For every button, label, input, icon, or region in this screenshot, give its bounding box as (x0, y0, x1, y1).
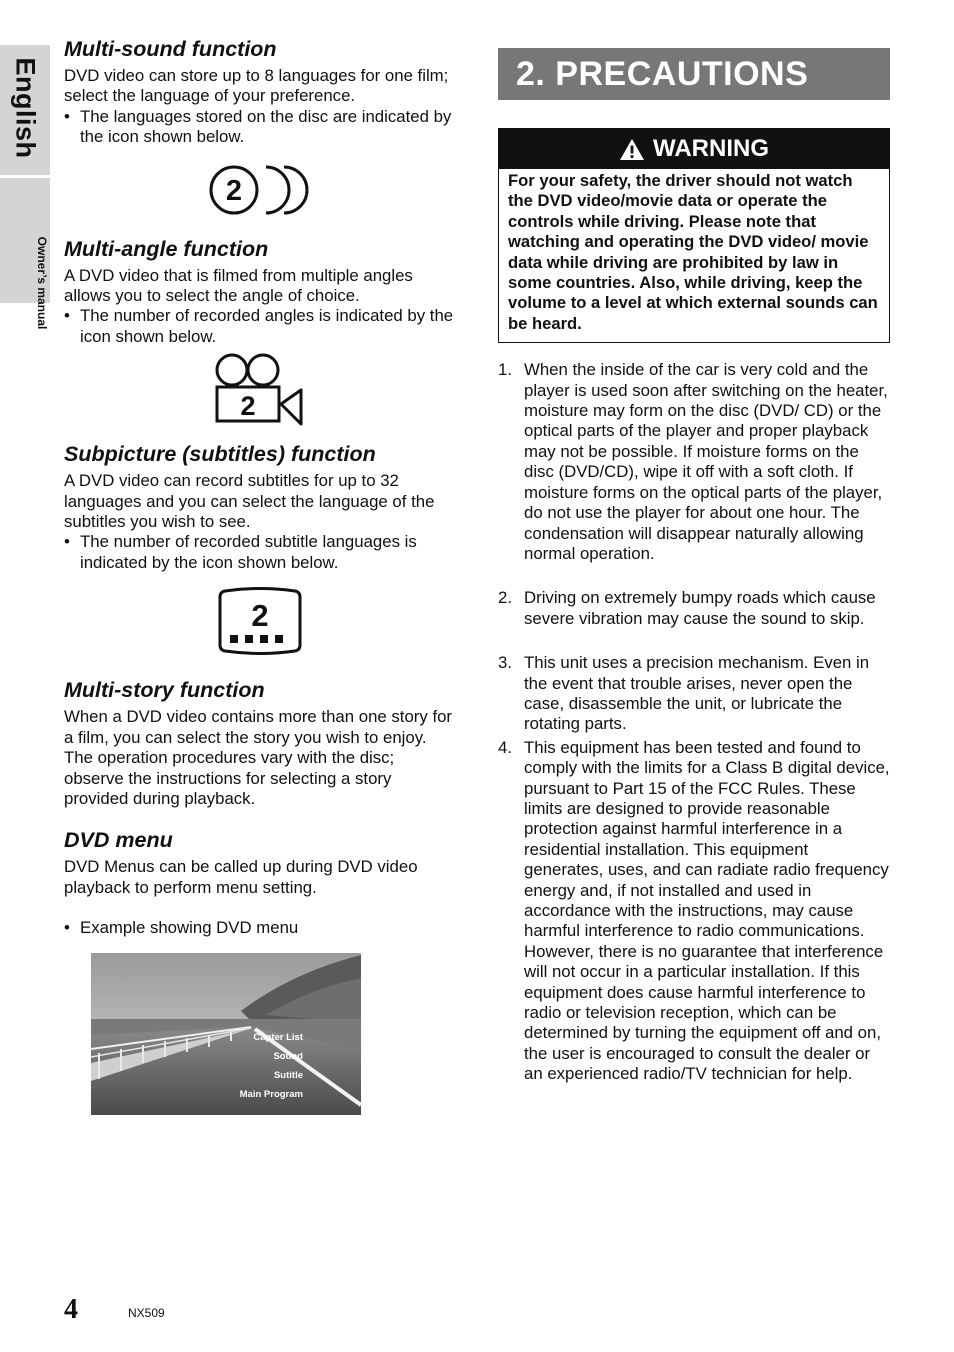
multi-angle-icon-number: 2 (240, 391, 256, 422)
warning-box (498, 128, 890, 343)
subpicture-text: A DVD video can record subtitles for up to 32 languages and you can select the language of the subtitles you wish to see. (64, 471, 435, 532)
menu-item-main-program[interactable]: Main Program (239, 1088, 303, 1100)
dvd-menu-bullet: • Example showing DVD menu (64, 918, 456, 938)
language-tab (0, 45, 50, 172)
multi-story-section (64, 677, 456, 809)
multi-story-heading: Multi-story function (64, 678, 265, 703)
section-title: 2. PRECAUTIONS (498, 48, 890, 100)
subpicture-icon-wrap (64, 587, 456, 655)
warning-header (499, 129, 889, 169)
language-label: English (10, 57, 41, 159)
subtitle-icon (215, 587, 305, 655)
multi-sound-section (64, 36, 456, 216)
multi-sound-heading: Multi-sound function (64, 37, 277, 61)
dvd-menu-heading: DVD menu (64, 828, 173, 853)
precaution-text-1: When the inside of the car is very cold and the player is used soon after switching on the heater, moisture may form on the disc (DVD/ CD) or the optical parts of the player and proper playback may not be possible. If moisture forms on the disc (DVD/CD), wipe it off with a soft cloth. If moisture forms on the optical parts of the player, do not use the player for about one hour. The condensation will disappear naturally allowing normal operation. (524, 360, 888, 563)
multi-sound-icon-wrap (64, 164, 456, 216)
multi-angle-icon-wrap (64, 353, 456, 427)
multi-sound-bullet: • The languages stored on the disc are indicated by the icon shown below. (64, 107, 456, 148)
precaution-number-1: 1. (498, 360, 512, 380)
model-number: NX509 (128, 1306, 165, 1320)
subpicture-heading: Subpicture (subtitles) function (64, 442, 376, 467)
multi-story-text: When a DVD video contains more than one story for a film, you can select the story you wish to enjoy. The operation procedures vary with the disc; observe the instructions for selecting a story provided during playback. (64, 707, 453, 808)
manual-label: Owner’s manual (35, 236, 49, 330)
subpicture-section (64, 441, 456, 655)
multi-angle-bullet: • The number of recorded angles is indicated by the icon shown below. (64, 306, 456, 347)
dvd-menu-example-image (91, 953, 361, 1115)
subtitle-icon-number: 2 (251, 598, 269, 634)
menu-item-sound[interactable]: Sound (273, 1050, 303, 1062)
precaution-item-3 (498, 653, 890, 735)
multi-angle-text: A DVD video that is filmed from multiple angles allows you to select the angle of choice. (64, 265, 413, 306)
dvd-menu-section (64, 827, 456, 1114)
precaution-item-4 (498, 738, 890, 1085)
dvd-menu-list (240, 1028, 303, 1104)
warning-text: For your safety, the driver should not watch the DVD video/movie data or operate the controls while driving. Please note that watching and operating the DVD video/ movie data while driving are prohibited by law in some countries. Also, while driving, keep the volume to a level at which external sounds can be heard. (508, 171, 878, 333)
warning-label: WARNING (653, 135, 769, 162)
precaution-item-2 (498, 588, 890, 629)
page-number: 4 (64, 1294, 78, 1325)
dvd-menu-text: DVD Menus can be called up during DVD video playback to perform menu setting. (64, 857, 418, 897)
precaution-number-3: 3. (498, 653, 512, 673)
warning-triangle-icon (619, 138, 645, 161)
precaution-text-3: This unit uses a precision mechanism. Even in the event that trouble arises, never open the case, disassemble the unit, or lubricate the rotating parts. (524, 653, 870, 734)
road-scene (91, 953, 361, 1115)
right-column (498, 48, 890, 1085)
multi-sound-icon (208, 164, 312, 216)
multi-angle-icon (212, 353, 308, 427)
menu-item-subtitle[interactable]: Sutitle (273, 1069, 303, 1081)
multi-sound-icon-number: 2 (225, 174, 243, 207)
multi-angle-section (64, 236, 456, 428)
menu-item-chapter-list[interactable]: Capter List (253, 1031, 303, 1043)
precaution-item-1 (498, 360, 890, 564)
precaution-text-4: This equipment has been tested and found to comply with the limits for a Class B digital device, pursuant to Part 15 of the FCC Rules. These limits are designed to provide reasonable protection against harmful interference in a residential installation. This equipment generates, uses, and can radiate radio frequency energy and, if not installed and used in accordance with the instructions, may cause harmful interference to radio communications. However, there is no guarantee that interference will not occur in a particular installation. If this equipment does cause harmful interference to radio or television reception, which can be determined by turning the equipment off and on, the user is encouraged to consult the dealer or an experienced radio/TV technician for help. (524, 737, 890, 1084)
precaution-number-2: 2. (498, 588, 512, 608)
subpicture-bullet: • The number of recorded subtitle languages is indicated by the icon shown below. (64, 532, 456, 573)
left-column (64, 36, 456, 1115)
multi-angle-heading: Multi-angle function (64, 236, 269, 261)
side-tab (0, 45, 50, 330)
precaution-number-4: 4. (498, 737, 512, 757)
multi-sound-text: DVD video can store up to 8 languages for one film; select the language of your preference. (64, 66, 449, 106)
precaution-text-2: Driving on extremely bumpy roads which cause severe vibration may cause the sound to skip. (524, 588, 876, 628)
precautions-list (498, 360, 890, 1084)
side-tab-divider (0, 175, 50, 178)
